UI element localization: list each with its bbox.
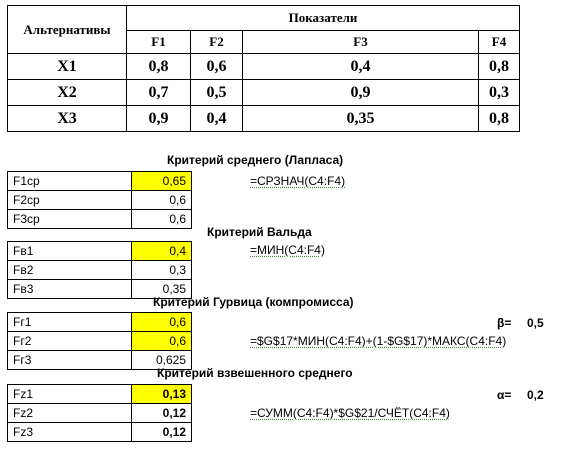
wald-title: Критерий Вальда: [207, 225, 312, 239]
table-row: [8, 106, 520, 132]
alpha-label: α=: [497, 388, 512, 402]
column-header: F4: [479, 31, 520, 54]
indicators-header: Показатели: [127, 6, 520, 31]
hurwicz-label[interactable]: Fг3: [7, 350, 132, 370]
row-label[interactable]: X3: [8, 106, 127, 132]
wald-formula: =МИН(C4:F4): [250, 243, 325, 257]
laplace-title: Критерий среднего (Лапласа): [167, 153, 344, 167]
wald-label[interactable]: Fв2: [7, 260, 132, 280]
weighted-value[interactable]: 0,12: [131, 422, 192, 442]
hurwicz-value[interactable]: 0,6: [131, 312, 192, 332]
weighted-label[interactable]: Fz3: [7, 422, 132, 442]
matrix-cell[interactable]: 0,6: [191, 54, 243, 80]
hurwicz-value[interactable]: 0,625: [131, 350, 192, 370]
matrix-cell[interactable]: 0,8: [127, 54, 191, 80]
matrix-cell[interactable]: 0,7: [127, 80, 191, 106]
wald-label[interactable]: Fв1: [7, 241, 132, 261]
wald-label[interactable]: Fв3: [7, 279, 132, 299]
matrix-cell[interactable]: 0,9: [127, 106, 191, 132]
weighted-value[interactable]: 0,12: [131, 403, 192, 423]
column-header: F1: [127, 31, 191, 54]
matrix-cell[interactable]: 0,35: [243, 106, 479, 132]
laplace-label[interactable]: F3ср: [7, 209, 132, 229]
alternatives-header: Альтернативы: [8, 6, 127, 54]
laplace-value[interactable]: 0,6: [131, 209, 192, 229]
wald-value[interactable]: 0,4: [131, 241, 192, 261]
laplace-label[interactable]: F2ср: [7, 190, 132, 210]
laplace-formula: =СРЗНАЧ(C4:F4): [250, 174, 346, 188]
beta-label: β=: [497, 316, 512, 330]
laplace-value[interactable]: 0,6: [131, 190, 192, 210]
matrix-cell[interactable]: 0,4: [243, 54, 479, 80]
weighted-formula: =СУММ(C4:F4)*$G$21/СЧЁТ(C4:F4): [250, 406, 450, 420]
weighted-label[interactable]: Fz1: [7, 384, 132, 404]
hurwicz-value[interactable]: 0,6: [131, 331, 192, 351]
wald-value[interactable]: 0,3: [131, 260, 192, 280]
table-row: [8, 80, 520, 106]
matrix-cell[interactable]: 0,4: [191, 106, 243, 132]
weighted-label[interactable]: Fz2: [7, 403, 132, 423]
matrix-cell[interactable]: 0,3: [479, 80, 520, 106]
column-header: F2: [191, 31, 243, 54]
laplace-value[interactable]: 0,65: [131, 171, 192, 191]
hurwicz-label[interactable]: Fг1: [7, 312, 132, 332]
laplace-label[interactable]: F1ср: [7, 171, 132, 191]
alternatives-matrix: [7, 5, 520, 132]
hurwicz-label[interactable]: Fг2: [7, 331, 132, 351]
table-row: [8, 54, 520, 80]
matrix-cell[interactable]: 0,8: [479, 106, 520, 132]
weighted-title: Критерий взвешенного среднего: [157, 366, 353, 380]
weighted-value[interactable]: 0,13: [131, 384, 192, 404]
row-label[interactable]: X2: [8, 80, 127, 106]
matrix-cell[interactable]: 0,8: [479, 54, 520, 80]
matrix-cell[interactable]: 0,9: [243, 80, 479, 106]
row-label[interactable]: X1: [8, 54, 127, 80]
hurwicz-title: Критерий Гурвица (компромисса): [153, 295, 354, 309]
matrix-cell[interactable]: 0,5: [191, 80, 243, 106]
beta-value[interactable]: 0,5: [527, 316, 544, 330]
hurwicz-formula: =$G$17*МИН(C4:F4)+(1-$G$17)*МАКС(C4:F4): [250, 334, 507, 348]
column-header: F3: [243, 31, 479, 54]
alpha-value[interactable]: 0,2: [527, 388, 544, 402]
wald-value[interactable]: 0,35: [131, 279, 192, 299]
